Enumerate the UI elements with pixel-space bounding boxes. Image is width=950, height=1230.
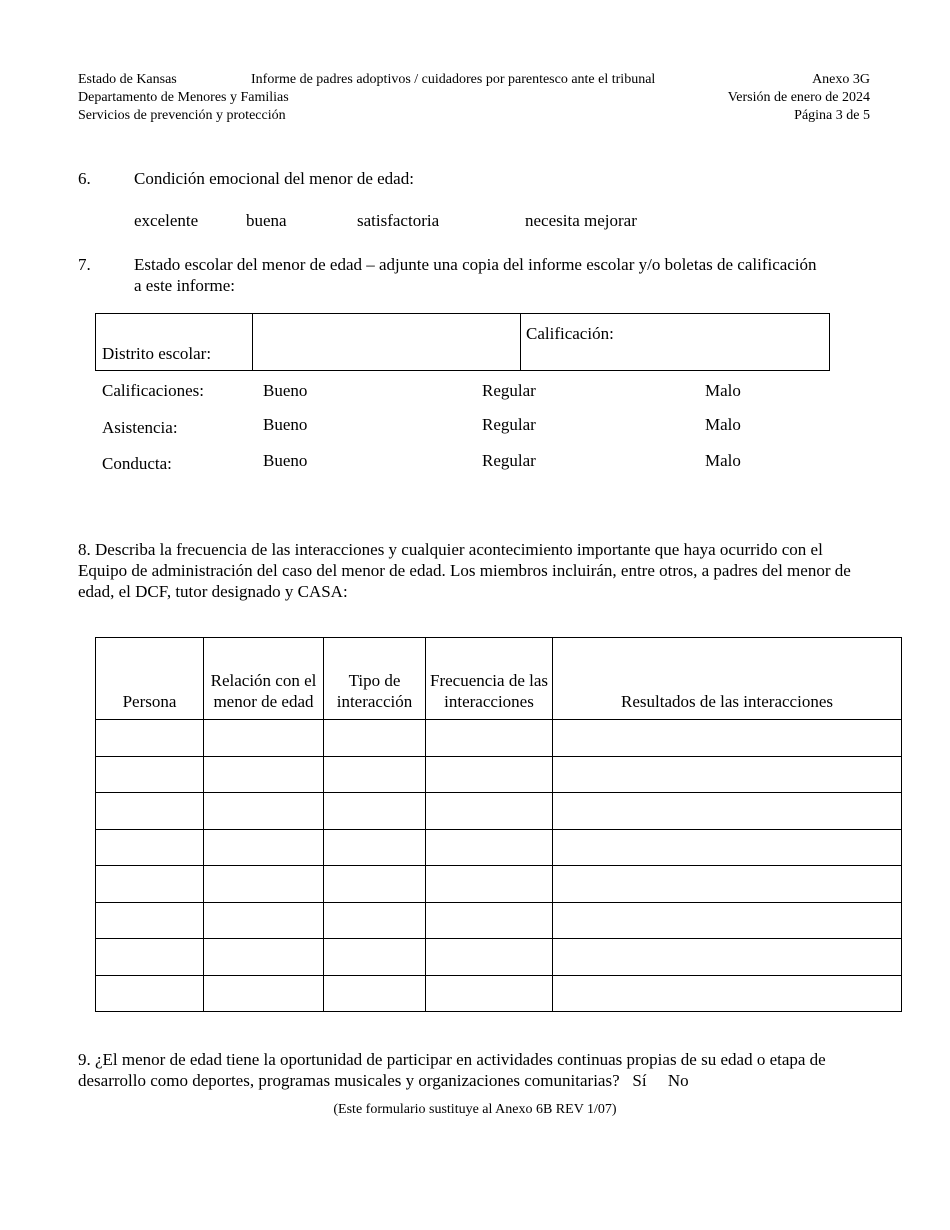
table-cell[interactable] (426, 866, 553, 903)
q9-yes-option[interactable]: Sí (632, 1071, 647, 1090)
table-row (96, 902, 902, 939)
interactions-header-row (96, 638, 902, 720)
school-info-table (95, 313, 830, 371)
table-cell[interactable] (204, 756, 324, 793)
table-row (96, 829, 902, 866)
q6-option-satisfactoria[interactable]: satisfactoria (357, 211, 440, 230)
table-cell[interactable] (96, 793, 204, 830)
table-cell[interactable] (324, 866, 426, 903)
grade-cell[interactable] (521, 314, 830, 371)
table-cell[interactable] (553, 720, 902, 757)
table-cell[interactable] (324, 793, 426, 830)
ratings-grades-label: Calificaciones: (102, 381, 204, 400)
header-annex: Anexo 3G (812, 72, 870, 87)
table-cell[interactable] (96, 866, 204, 903)
q6-option-necesita-mejorar[interactable]: necesita mejorar (525, 211, 637, 230)
interactions-table (95, 637, 902, 1012)
ratings-conduct-label: Conducta: (102, 454, 172, 473)
q6-text: Condición emocional del menor de edad: (134, 169, 414, 188)
table-cell[interactable] (324, 975, 426, 1012)
table-cell[interactable] (324, 939, 426, 976)
q7-text: Estado escolar del menor de edad – adjunte una copia del informe escolar y/o boletas de calificación a este informe: (134, 255, 817, 295)
q9-text (78, 1049, 848, 1091)
table-cell[interactable] (553, 866, 902, 903)
ratings-grades-regular[interactable]: Regular (482, 381, 536, 400)
table-cell[interactable] (96, 902, 204, 939)
table-row (96, 975, 902, 1012)
col-relacion: Relación con el menor de edad (204, 638, 324, 720)
ratings-conduct-regular[interactable]: Regular (482, 451, 536, 470)
table-cell[interactable] (426, 793, 553, 830)
table-cell[interactable] (204, 939, 324, 976)
school-district-label-cell (96, 314, 253, 371)
table-cell[interactable] (426, 720, 553, 757)
header-department: Departamento de Menores y Familias (78, 90, 289, 105)
table-row (96, 720, 902, 757)
school-district-input[interactable] (253, 314, 521, 371)
ratings-attendance-regular[interactable]: Regular (482, 415, 536, 434)
q9-question: 9. ¿El menor de edad tiene la oportunidad de participar en actividades continuas propias de su edad o etapa de desarrollo como deportes, programas musicales y organizaciones comunitarias? (78, 1050, 826, 1090)
header-title: Informe de padres adoptivos / cuidadores por parentesco ante el tribunal (251, 72, 656, 87)
table-cell[interactable] (324, 756, 426, 793)
ratings-attendance-malo[interactable]: Malo (705, 415, 741, 434)
table-cell[interactable] (553, 793, 902, 830)
q9-no-option[interactable]: No (667, 1071, 689, 1090)
table-cell[interactable] (204, 720, 324, 757)
table-cell[interactable] (96, 939, 204, 976)
table-cell[interactable] (204, 866, 324, 903)
q6-number: 6. (78, 169, 91, 188)
table-cell[interactable] (204, 793, 324, 830)
table-cell[interactable] (553, 756, 902, 793)
table-cell[interactable] (426, 756, 553, 793)
col-persona: Persona (96, 638, 204, 720)
table-cell[interactable] (324, 720, 426, 757)
table-cell[interactable] (96, 720, 204, 757)
table-row (96, 939, 902, 976)
table-row (96, 756, 902, 793)
q8-text: 8. Describa la frecuencia de las interacciones y cualquier acontecimiento importante que haya ocurrido con el Equipo de administración del caso del menor de edad. Los miembros incluirán, entre otros, a padres del menor de edad, el DCF, tutor designado y CASA: (78, 540, 851, 601)
table-cell[interactable] (553, 975, 902, 1012)
header-page-number: Página 3 de 5 (794, 108, 870, 123)
table-cell[interactable] (324, 829, 426, 866)
table-cell[interactable] (324, 902, 426, 939)
q6-option-buena[interactable]: buena (246, 211, 287, 230)
ratings-conduct-bueno[interactable]: Bueno (263, 451, 308, 470)
table-cell[interactable] (426, 829, 553, 866)
table-cell[interactable] (204, 975, 324, 1012)
table-row (96, 866, 902, 903)
ratings-grades-bueno[interactable]: Bueno (263, 381, 308, 400)
header-services: Servicios de prevención y protección (78, 108, 286, 123)
interactions-table-body (96, 720, 902, 1012)
header-version: Versión de enero de 2024 (727, 90, 870, 105)
table-cell[interactable] (204, 829, 324, 866)
col-frecuencia: Frecuencia de las interacciones (426, 638, 553, 720)
table-cell[interactable] (426, 902, 553, 939)
table-row (96, 793, 902, 830)
table-cell[interactable] (553, 939, 902, 976)
table-cell[interactable] (204, 902, 324, 939)
table-cell[interactable] (553, 902, 902, 939)
table-cell[interactable] (96, 829, 204, 866)
ratings-attendance-label: Asistencia: (102, 418, 178, 437)
col-tipo: Tipo de interacción (324, 638, 426, 720)
table-cell[interactable] (426, 939, 553, 976)
ratings-attendance-bueno[interactable]: Bueno (263, 415, 308, 434)
ratings-grades-malo[interactable]: Malo (705, 381, 741, 400)
table-cell[interactable] (553, 829, 902, 866)
school-district-label: Distrito escolar: (102, 344, 212, 363)
table-cell[interactable] (96, 756, 204, 793)
table-cell[interactable] (426, 975, 553, 1012)
table-cell[interactable] (96, 975, 204, 1012)
ratings-conduct-malo[interactable]: Malo (705, 451, 741, 470)
header-state: Estado de Kansas (78, 72, 177, 87)
col-resultados: Resultados de las interacciones (553, 638, 902, 720)
grade-label: Calificación: (526, 324, 614, 343)
q6-option-excelente[interactable]: excelente (134, 211, 199, 230)
q7-number: 7. (78, 255, 91, 274)
footer-note: (Este formulario sustituye al Anexo 6B REV 1/07) (333, 1102, 617, 1117)
